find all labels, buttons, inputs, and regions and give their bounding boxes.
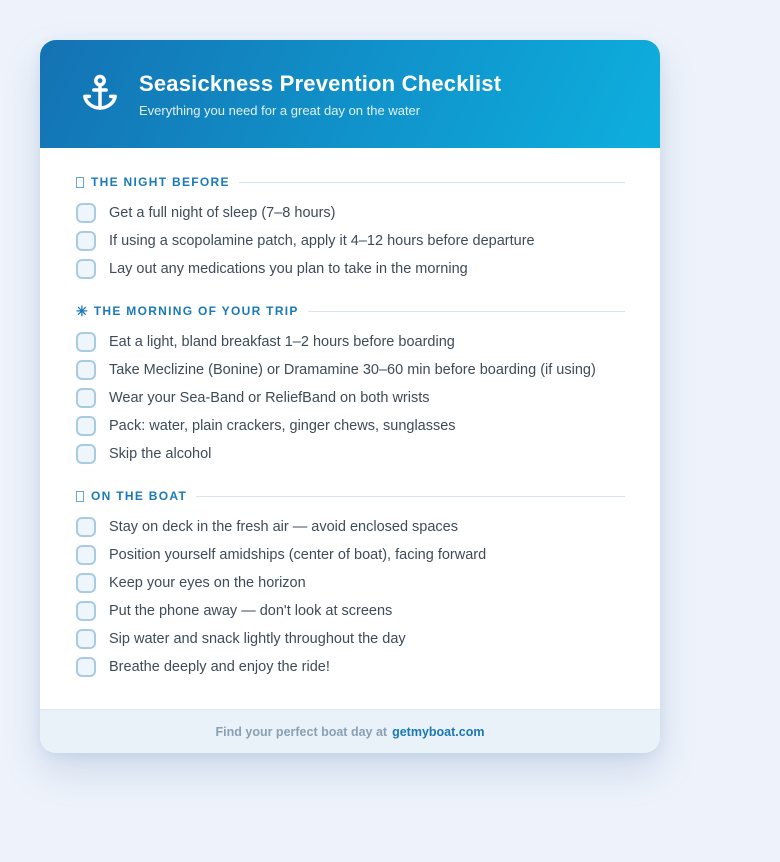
checklist-item	[76, 513, 625, 541]
checkbox[interactable]	[76, 573, 96, 593]
sun-asterisk-icon: ✳	[76, 303, 88, 319]
anchor-icon	[80, 69, 120, 119]
section-divider	[239, 182, 625, 183]
checklist-item	[76, 356, 625, 384]
footer-text: Find your perfect boat day at	[215, 724, 388, 739]
checkbox[interactable]	[76, 444, 96, 464]
checklist-item-label: Skip the alcohol	[109, 446, 212, 462]
checkbox[interactable]	[76, 259, 96, 279]
checkbox[interactable]	[76, 388, 96, 408]
checklist-item-label: Pack: water, plain crackers, ginger chews, sunglasses	[109, 418, 456, 434]
checkbox[interactable]	[76, 517, 96, 537]
checklist-item	[76, 328, 625, 356]
checklist-item	[76, 412, 625, 440]
checklist-item	[76, 227, 625, 255]
card-header	[40, 40, 660, 148]
checklist-item	[76, 653, 625, 681]
checklist-item	[76, 597, 625, 625]
checklist-item-label: Keep your eyes on the horizon	[109, 575, 306, 591]
section-title: THE MORNING OF YOUR TRIP	[93, 304, 299, 318]
section-items	[76, 199, 625, 283]
section-heading	[76, 175, 625, 189]
checkbox[interactable]	[76, 657, 96, 677]
checkbox[interactable]	[76, 545, 96, 565]
checklist-item-label: Sip water and snack lightly throughout the day	[109, 631, 406, 647]
checklist-item	[76, 440, 625, 468]
page-title: Seasickness Prevention Checklist	[139, 70, 502, 96]
section-heading	[76, 489, 625, 503]
checklist-item-label: Take Meclizine (Bonine) or Dramamine 30–60 min before boarding (if using)	[109, 362, 596, 378]
checklist-item-label: Lay out any medications you plan to take in the morning	[109, 261, 468, 277]
section-items	[76, 513, 625, 681]
section-title: THE NIGHT BEFORE	[91, 175, 230, 189]
checklist-item	[76, 569, 625, 597]
checklist-item	[76, 255, 625, 283]
section-divider	[308, 311, 625, 312]
checklist-item	[76, 384, 625, 412]
section-divider	[196, 496, 625, 497]
checkbox[interactable]	[76, 416, 96, 436]
checklist-item-label: Get a full night of sleep (7–8 hours)	[109, 205, 336, 221]
checklist-item	[76, 625, 625, 653]
checklist-item-label: Wear your Sea-Band or ReliefBand on both wrists	[109, 390, 430, 406]
checkbox[interactable]	[76, 601, 96, 621]
checkbox[interactable]	[76, 332, 96, 352]
checkbox[interactable]	[76, 360, 96, 380]
missing-glyph-box-icon	[76, 177, 84, 188]
checklist-item-label: Breathe deeply and enjoy the ride!	[109, 659, 330, 675]
checklist-body	[40, 148, 660, 709]
card-footer	[40, 709, 660, 753]
checkbox[interactable]	[76, 629, 96, 649]
checklist-item-label: Position yourself amidships (center of boat), facing forward	[109, 547, 487, 563]
checklist-item	[76, 541, 625, 569]
checkbox[interactable]	[76, 231, 96, 251]
checklist-card	[40, 40, 660, 753]
checklist-section	[76, 304, 625, 468]
section-items	[76, 328, 625, 468]
checklist-item	[76, 199, 625, 227]
section-heading	[76, 304, 625, 318]
missing-glyph-box-icon	[76, 491, 84, 502]
footer-link[interactable]: getmyboat.com	[392, 724, 485, 739]
checklist-item-label: Put the phone away — don't look at screens	[109, 603, 393, 619]
section-title: ON THE BOAT	[91, 489, 188, 503]
checklist-item-label: If using a scopolamine patch, apply it 4–12 hours before departure	[109, 233, 535, 249]
checkbox[interactable]	[76, 203, 96, 223]
checklist-item-label: Eat a light, bland breakfast 1–2 hours before boarding	[109, 334, 455, 350]
checklist-item-label: Stay on deck in the fresh air — avoid enclosed spaces	[109, 519, 458, 535]
page-subtitle: Everything you need for a great day on the water	[139, 102, 421, 118]
checklist-section	[76, 489, 625, 681]
header-text-block	[139, 71, 501, 118]
checklist-section	[76, 175, 625, 283]
